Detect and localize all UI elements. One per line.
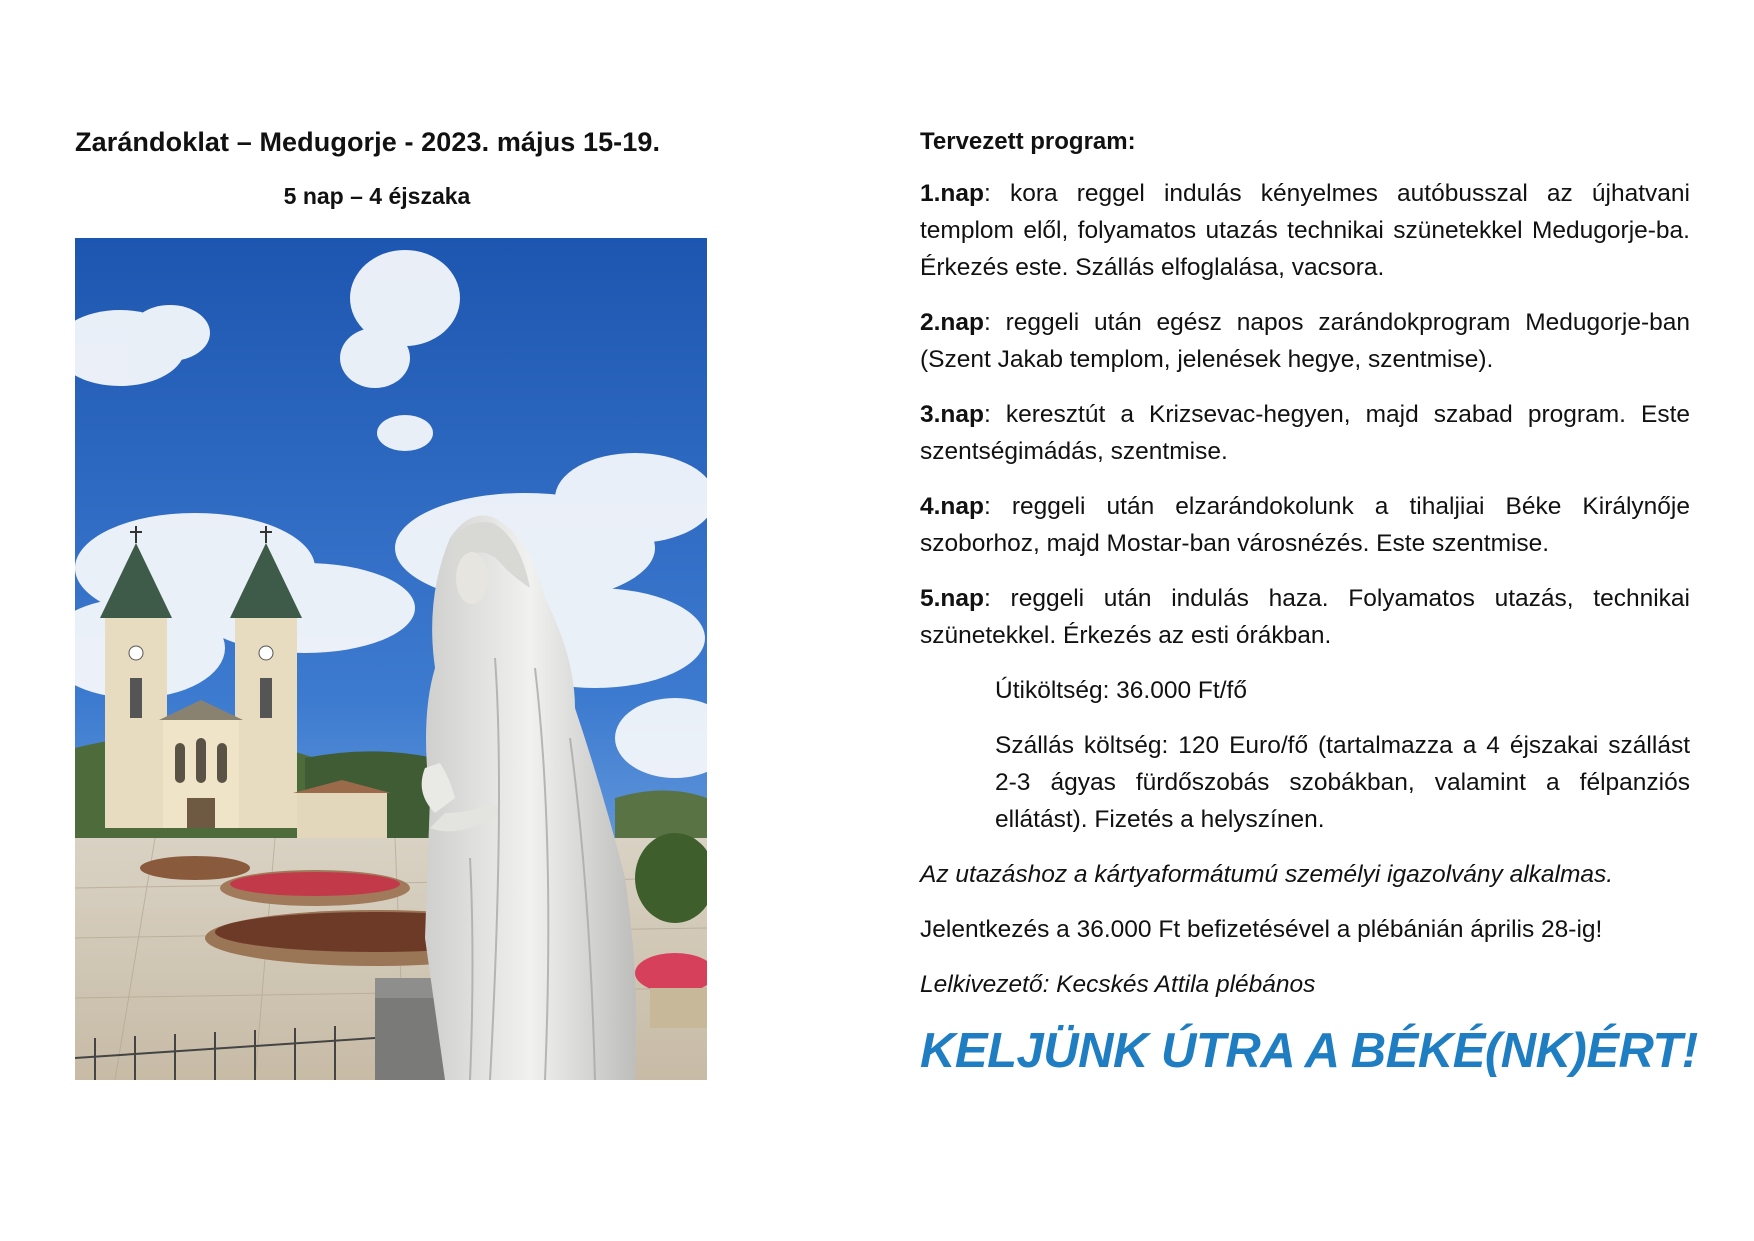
day-text: : reggeli után indulás haza. Folyamatos utazás, technikai szünetekkel. Érkezés az esti órákban.: [920, 585, 1690, 649]
program-heading: Tervezett program:: [920, 128, 1136, 155]
left-column: [75, 125, 707, 211]
medugorje-photo: [75, 238, 707, 1080]
travel-cost: Útiköltség: 36.000 Ft/fő: [995, 677, 1247, 704]
day-label: 2.nap: [920, 309, 984, 336]
day-3: [920, 396, 1690, 470]
day-label: 5.nap: [920, 585, 984, 612]
id-requirement-note: Az utazáshoz a kártyaformátumú személyi igazolvány alkalmas.: [920, 861, 1614, 888]
right-column: [920, 125, 1698, 1081]
trip-duration: 5 nap – 4 éjszaka: [283, 183, 471, 209]
day-4: [920, 488, 1690, 562]
slogan: KELJÜNK ÚTRA A BÉKÉ(NK)ÉRT!: [920, 1024, 1698, 1078]
day-text: : keresztút a Krizsevac-hegyen, majd szabad program. Este szentségimádás, szentmise.: [920, 401, 1690, 465]
day-2: [920, 304, 1690, 378]
day-text: : kora reggel indulás kényelmes autóbusszal az újhatvani templom elől, folyamatos utazás technikai szünetekkel Medugorje-ba. Érkezés este. Szállás elfoglalása, vacsora.: [920, 180, 1690, 281]
day-text: : reggeli után elzarándokolunk a tihaljiai Béke Királynője szoborhoz, majd Mostar-ban városnézés. Este szentmise.: [920, 493, 1690, 557]
accommodation-cost: Szállás költség: 120 Euro/fő (tartalmazza a 4 éjszakai szállást 2-3 ágyas fürdőszobás szobákban, valamint a félpanziós ellátást). Fizetés a helyszínen.: [995, 732, 1690, 833]
day-label: 3.nap: [920, 401, 984, 428]
day-1: [920, 175, 1690, 286]
day-label: 1.nap: [920, 180, 984, 207]
spiritual-leader-note: Lelkivezető: Kecskés Attila plébános: [920, 971, 1316, 998]
page-title: Zarándoklat – Medugorje - 2023. május 15-19.: [75, 127, 661, 157]
day-5: [920, 580, 1690, 654]
day-label: 4.nap: [920, 493, 984, 520]
registration-note: Jelentkezés a 36.000 Ft befizetésével a plébánián április 28-ig!: [920, 916, 1603, 943]
day-text: : reggeli után egész napos zarándokprogram Medugorje-ban (Szent Jakab templom, jelenések hegye, szentmise).: [920, 309, 1690, 373]
